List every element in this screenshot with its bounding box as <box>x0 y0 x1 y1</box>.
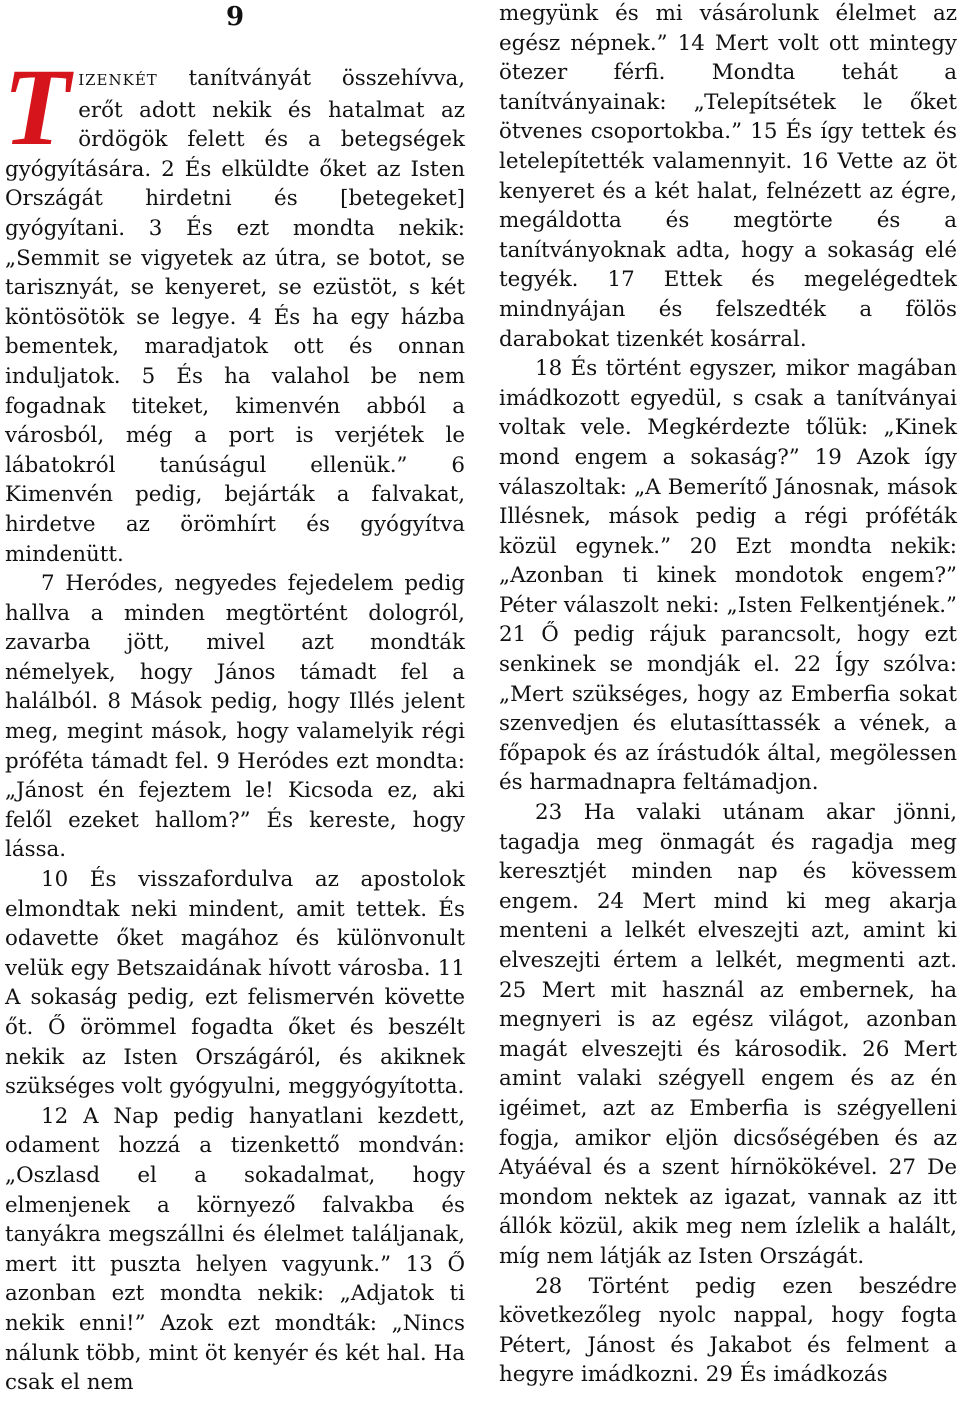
right-paragraph-4: 28 Történt pedig ezen beszédre következőleg nyolc nappal, hogy fogta Pétert, Jánost és Jakabot és felment a hegyre imádkozni. 29 És imádkozás <box>499 1273 957 1388</box>
first-word-smallcaps: IZENKÉT <box>78 71 158 89</box>
left-column <box>3 46 465 1398</box>
right-paragraph-3: 23 Ha valaki utánam akar jönni, tagadja meg önmagát és ragadja meg keresztjét minden nap és kövessem engem. 24 Mert mind ki meg akarja menteni a lelkét elveszejti azt, amint ki elveszejti értem a lelkét, megmenti azt. 25 Mert mit használ az embernek, ha megnyeri is az egész világot, azonban magát elveszejti és károsodik. 26 Mert amint valaki szégyell engem és az én igéimet, azt az Emberfia is szégyelleni fogja, amikor eljön dicsőségében és az Atyáéval és a szent hírnökökével. 27 De mondom nektek az igazat, vannak az itt állók közül, akik meg nem ízlelik a halált, míg nem látják az Isten Országát. <box>499 800 957 1269</box>
right-paragraph-2: 18 És történt egyszer, mikor magában imádkozott egyedül, s csak a tanítványai voltak vele. Megkérdezte tőlük: „Kinek mond engem a sokaság?” 19 Azok így válaszoltak: „A Bemerítő Jánosnak, mások Illésnek, mások pedig a régi próféták közül egynek.” 20 Ezt mondta nekik: „Azonban ti kinek mondotok engem?” Péter válaszolt neki: „Isten Felkentjének.” 21 Ő pedig rájuk parancsolt, hogy ezt senkinek se mondják el. 22 Így szólva: „Mert szükséges, hogy az Emberfia sokat szenvedjen és elutasíttassék a vének, a főpapok és az írástudók által, megölessen és harmadnapra feltámadjon. <box>499 356 957 796</box>
left-paragraph-1-text: tanítványát összehívva, erőt adott nekik és hatalmat az ördögök felett és a betegségek gyógyítására. 2 És elküldte őket az Isten Országát hirdetni és [betegeket] gyógyítani. 3 És ezt mondta nekik: „Semmit se vigyetek az útra, se botot, se tarisznyát, se kenyeret, se ezüstöt, s két köntösötök se legye. 4 És ha egy házba bementek, maradjatok ott és onnan induljatok. 5 És ha valahol be nem fogadnak titeket, kimenvén abból a városból, még a port is verjétek le lábatokról tanúságul ellenük.” 6 Kimenvén pedig, bejárták a falvakat, hirdetve az örömhírt és gyógyítva mindenütt. <box>5 66 465 567</box>
left-paragraph-1 <box>3 46 465 569</box>
right-paragraph-1: megyünk és mi vásárolunk élelmet az egész népnek.” 14 Mert volt ott mintegy ötezer férfi. Mondta tehát a tanítványainak: „Telepítsétek le őket ötvenes csoportokba.” 15 És így tettek és letelepítették valamennyit. 16 Vette az öt kenyeret és a két halat, felnézett az égre, megáldotta és megtörte és a tanítványoknak adta, hogy a sokaság elé tegyék. 17 Ettek és megelégedtek mindnyájan és felszedték a fölös darabokat tizenkét kosárral. <box>499 1 957 352</box>
left-paragraph-2: 7 Heródes, negyedes fejedelem pedig hallva a minden megtörtént dologról, zavarba jött, mivel azt mondták némelyek, hogy János támadt fel a halálból. 8 Mások pedig, hogy Illés jelent meg, megint mások, hogy valamelyik régi próféta támadt fel. 9 Heródes ezt mondta: „Jánost én fejeztem le! Kicsoda ez, aki felől ezeket hallom?” És kereste, hogy lássa. <box>5 571 465 863</box>
left-paragraph-3: 10 És visszafordulva az apostolok elmondtak neki mindent, amit tettek. És odavette őket magához és különvonult velük egy Betszaidának hívott városba. 11 A sokaság pedig, ezt felismervén követte őt. Ő örömmel fogadta őket és beszélt nekik az Isten Országáról, és akiknek szükséges volt gyógyulni, meggyógyította. <box>5 867 465 1100</box>
right-column <box>499 0 957 1390</box>
left-paragraph-4: 12 A Nap pedig hanyatlani kezdett, odament hozzá a tizenkettő mondván: „Oszlasd el a sokadalmat, hogy elmenjenek a környező falvakba és tanyákra megszállni és élelmet találjanak, mert itt puszta helyen vagyunk.” 13 Ő azonban ezt mondta nekik: „Adjatok ti nekik enni!” Azok ezt mondták: „Nincs nálunk több, mint öt kenyér és két hal. Ha csak el nem <box>5 1103 465 1396</box>
drop-cap-letter: T <box>3 46 71 168</box>
chapter-number: 9 <box>225 2 245 32</box>
